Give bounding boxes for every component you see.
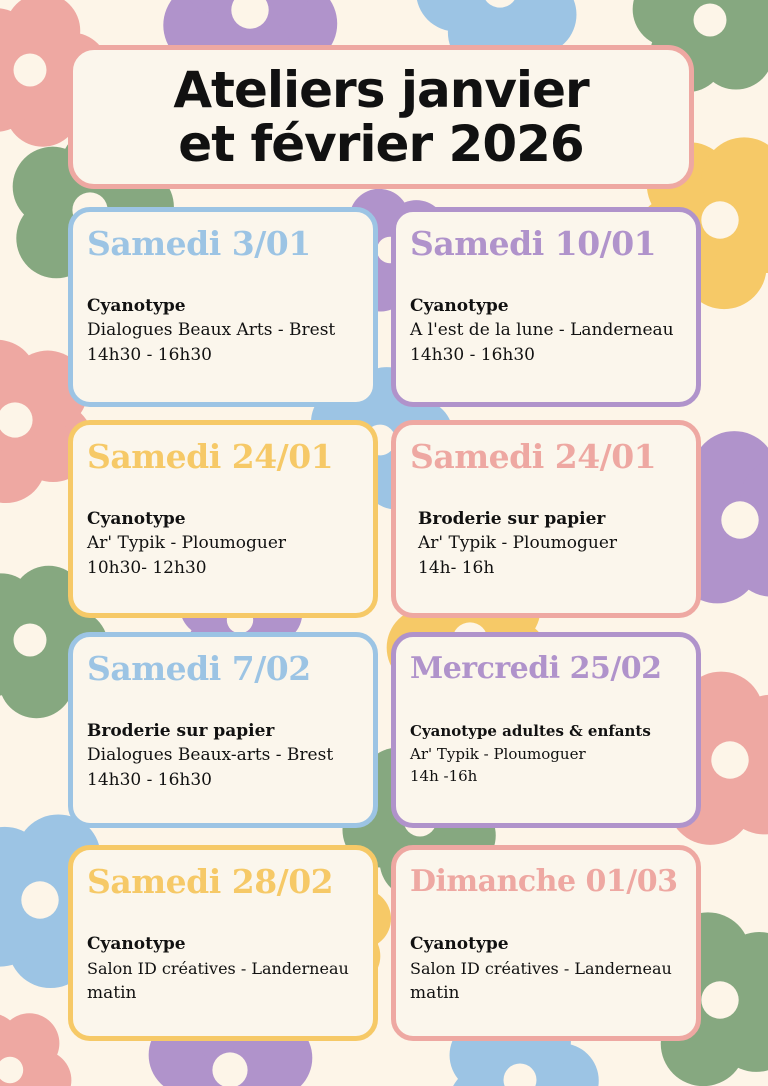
event-time: 14h30 - 16h30 <box>87 770 212 790</box>
event-card-6 <box>391 632 701 828</box>
flower-center <box>701 981 738 1018</box>
page-title-line-1: Ateliers janvier <box>173 61 589 119</box>
flower-center <box>21 881 58 918</box>
event-place: Ar' Typik - Ploumoguer <box>87 533 287 553</box>
flower-center <box>14 54 47 87</box>
event-card-3 <box>68 420 378 618</box>
event-activity: Cyanotype <box>87 934 186 954</box>
event-place: Ar' Typik - Ploumoguer <box>418 533 618 553</box>
event-time: 14h- 16h <box>418 558 495 578</box>
event-time: matin <box>410 983 460 1003</box>
flower-center <box>711 741 748 778</box>
event-card-1 <box>68 207 378 407</box>
flower-center <box>14 624 47 657</box>
event-activity: Cyanotype <box>410 934 509 954</box>
page-title-line-2: et février 2026 <box>178 115 584 173</box>
event-place: Ar' Typik - Ploumoguer <box>410 745 586 763</box>
event-card-5 <box>68 632 378 828</box>
flower-center <box>721 501 758 538</box>
event-date: Mercredi 25/02 <box>410 651 662 686</box>
event-date: Samedi 7/02 <box>87 649 311 688</box>
event-place: A l'est de la lune - Landerneau <box>410 320 674 340</box>
event-place: Dialogues Beaux Arts - Brest <box>87 320 336 340</box>
event-time: 14h30 - 16h30 <box>410 345 535 365</box>
event-card-7 <box>68 845 378 1041</box>
flower-center <box>701 201 738 238</box>
event-card-4 <box>391 420 701 618</box>
event-time: 14h -16h <box>410 767 478 785</box>
event-time: 14h30 - 16h30 <box>87 345 212 365</box>
event-activity: Cyanotype <box>87 509 186 529</box>
event-activity: Broderie sur papier <box>418 509 606 529</box>
flower-center <box>694 4 727 37</box>
event-activity: Cyanotype adultes & enfants <box>410 722 651 740</box>
event-card-2 <box>391 207 701 407</box>
event-date: Samedi 24/01 <box>87 437 334 476</box>
flower-center <box>212 1052 247 1086</box>
event-date: Samedi 24/01 <box>410 437 657 476</box>
event-place: Salon ID créatives - Landerneau <box>87 959 349 978</box>
event-activity: Cyanotype <box>87 296 186 316</box>
event-activity: Broderie sur papier <box>87 721 275 741</box>
title-box <box>68 45 694 189</box>
event-activity: Cyanotype <box>410 296 509 316</box>
event-date: Samedi 3/01 <box>87 224 311 263</box>
event-time: matin <box>87 983 137 1003</box>
event-date: Dimanche 01/03 <box>410 864 678 899</box>
event-date: Samedi 10/01 <box>410 224 657 263</box>
event-date: Samedi 28/02 <box>87 862 334 901</box>
event-place: Dialogues Beaux-arts - Brest <box>87 745 334 765</box>
event-card-8 <box>391 845 701 1041</box>
event-time: 10h30- 12h30 <box>87 558 207 578</box>
flower-shape <box>0 1013 71 1086</box>
event-place: Salon ID créatives - Landerneau <box>410 959 672 978</box>
